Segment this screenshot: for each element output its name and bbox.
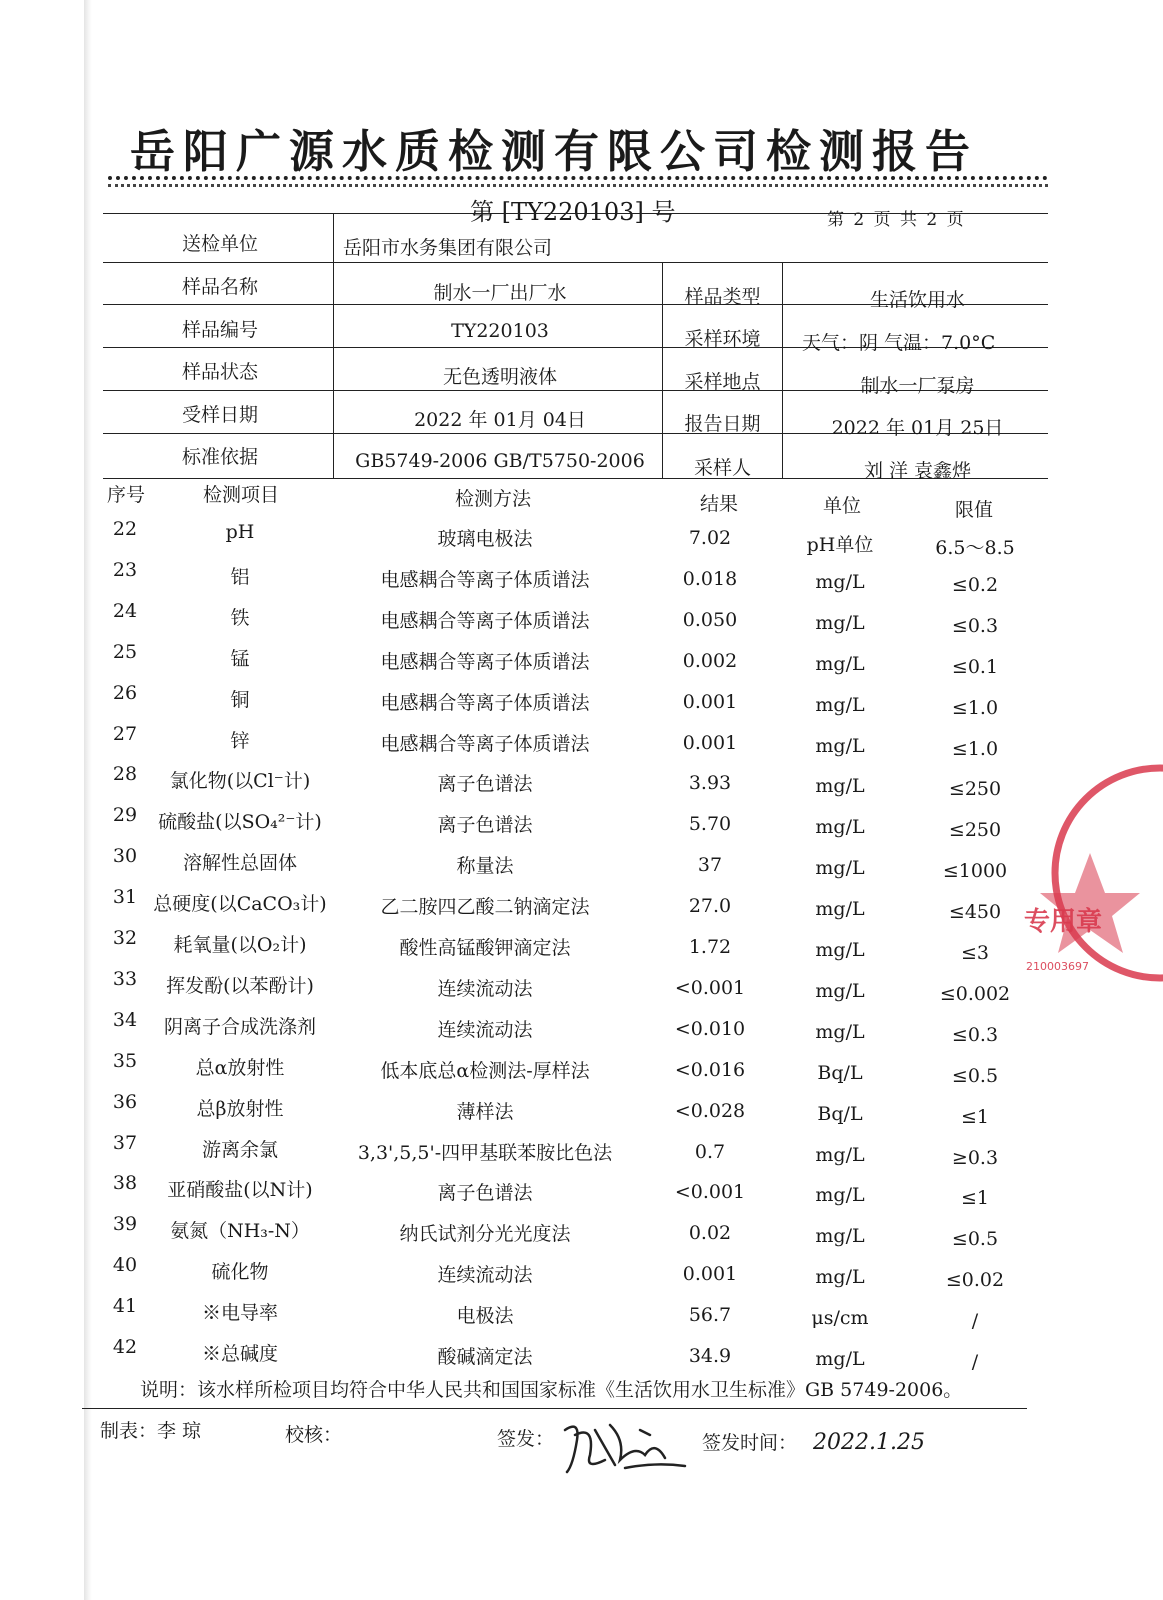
row-no: 38 bbox=[112, 1172, 138, 1195]
row-no: 31 bbox=[112, 886, 138, 909]
table-row bbox=[95, 600, 1055, 640]
sample-name-label: 样品名称 bbox=[181, 276, 258, 298]
table-row bbox=[95, 682, 1055, 722]
row-method: 离子色谱法 bbox=[437, 773, 533, 796]
row-item: 总硬度(以CaCO₃计) bbox=[153, 893, 327, 916]
send-unit-value: 岳阳市水务集团有限公司 bbox=[343, 237, 553, 259]
table-row bbox=[95, 763, 1055, 803]
row-unit: mg/L bbox=[815, 775, 865, 798]
row-no: 39 bbox=[112, 1213, 138, 1236]
row-limit: ≤1.0 bbox=[951, 696, 999, 719]
header-unit: 单位 bbox=[823, 495, 862, 517]
row-item: 铁 bbox=[230, 606, 250, 629]
sample-no-label: 样品编号 bbox=[181, 319, 258, 341]
row-unit: pH单位 bbox=[806, 534, 874, 556]
row-no: 27 bbox=[112, 722, 138, 745]
row-no: 33 bbox=[112, 967, 138, 990]
row-item: 氨氮（NH₃-N） bbox=[170, 1220, 310, 1243]
row-result: 0.018 bbox=[682, 567, 738, 590]
state-label: 样品状态 bbox=[181, 361, 258, 383]
recv-date-label: 受样日期 bbox=[181, 404, 258, 426]
row-method: 薄样法 bbox=[456, 1100, 514, 1123]
row-limit: ≤1000 bbox=[942, 860, 1008, 883]
row-unit: mg/L bbox=[815, 1184, 865, 1207]
row-method: 电感耦合等离子体质谱法 bbox=[380, 732, 590, 755]
row-no: 40 bbox=[112, 1254, 138, 1277]
row-limit: ≤0.3 bbox=[951, 614, 999, 637]
row-method: 离子色谱法 bbox=[437, 1182, 533, 1205]
row-no: 37 bbox=[112, 1131, 138, 1154]
info-rule-top bbox=[103, 213, 1048, 214]
row-limit: ≤450 bbox=[948, 901, 1002, 924]
row-method: 电感耦合等离子体质谱法 bbox=[380, 568, 590, 591]
header-method: 检测方法 bbox=[455, 488, 532, 510]
sampler-value: 刘 洋 袁鑫烨 bbox=[863, 460, 972, 482]
table-row bbox=[95, 927, 1055, 967]
row-limit: ≤250 bbox=[948, 819, 1002, 842]
seal-text: 专用章 bbox=[1024, 907, 1103, 937]
table-row bbox=[95, 1091, 1055, 1131]
row-result: <0.016 bbox=[674, 1058, 746, 1081]
row-no: 22 bbox=[112, 518, 138, 540]
row-result: 0.001 bbox=[682, 1263, 738, 1286]
report-number: 第 [TY220103] 号 bbox=[470, 198, 676, 226]
row-method: 玻璃电极法 bbox=[437, 528, 533, 550]
row-method: 酸碱滴定法 bbox=[437, 1346, 533, 1368]
row-unit: mg/L bbox=[815, 570, 865, 593]
row-item: 硫化物 bbox=[211, 1261, 269, 1284]
page-binding-shadow bbox=[84, 0, 92, 1600]
official-seal bbox=[1020, 758, 1163, 988]
row-unit: Bq/L bbox=[817, 1102, 863, 1125]
row-result: 56.7 bbox=[688, 1304, 732, 1327]
row-result: 5.70 bbox=[688, 813, 732, 836]
row-method: 电感耦合等离子体质谱法 bbox=[380, 609, 590, 632]
table-row bbox=[95, 804, 1055, 844]
row-no: 36 bbox=[112, 1090, 138, 1113]
issuer-signature bbox=[555, 1410, 695, 1480]
row-unit: mg/L bbox=[815, 979, 865, 1002]
conclusion-note: 说明：该水样所检项目均符合中华人民共和国国家标准《生活饮用水卫生标准》GB 5749-2006。 bbox=[140, 1379, 963, 1401]
row-result: 0.7 bbox=[694, 1140, 726, 1163]
row-no: 42 bbox=[112, 1336, 138, 1358]
row-limit: / bbox=[971, 1351, 979, 1373]
row-unit: μs/cm bbox=[811, 1307, 869, 1330]
row-no: 23 bbox=[112, 558, 138, 581]
row-no: 32 bbox=[112, 927, 138, 949]
row-unit: mg/L bbox=[815, 652, 865, 675]
row-limit: ≤0.5 bbox=[951, 1064, 999, 1087]
location-label: 采样地点 bbox=[684, 371, 761, 393]
row-method: 电感耦合等离子体质谱法 bbox=[380, 691, 590, 714]
row-item: 亚硝酸盐(以N计) bbox=[167, 1179, 313, 1202]
row-result: 37 bbox=[697, 854, 723, 877]
row-method: 离子色谱法 bbox=[437, 814, 533, 837]
row-method: 纳氏试剂分光光度法 bbox=[399, 1223, 571, 1246]
title-dotted-rule-2 bbox=[108, 184, 1048, 187]
row-method: 连续流动法 bbox=[437, 1018, 533, 1041]
row-method: 乙二胺四乙酸二钠滴定法 bbox=[380, 896, 590, 919]
row-limit: ≤0.3 bbox=[951, 1023, 999, 1046]
prepared-by: 制表：李 琼 bbox=[100, 1420, 202, 1442]
report-date-value: 2022 年 01月 25日 bbox=[831, 417, 1004, 439]
row-limit: ≤1 bbox=[960, 1187, 989, 1210]
row-result: 0.001 bbox=[682, 690, 738, 713]
table-row bbox=[95, 1009, 1055, 1049]
sampler-label: 采样人 bbox=[693, 457, 751, 479]
row-limit: ≤0.2 bbox=[951, 573, 999, 596]
row-no: 26 bbox=[112, 681, 138, 704]
row-limit: ≤250 bbox=[948, 778, 1002, 801]
row-result: 7.02 bbox=[688, 527, 732, 549]
header-limit: 限值 bbox=[955, 499, 994, 521]
row-no: 28 bbox=[112, 763, 138, 786]
standard-label: 标准依据 bbox=[181, 446, 258, 468]
table-row bbox=[95, 1295, 1055, 1335]
row-limit: / bbox=[971, 1310, 979, 1333]
standard-value: GB5749-2006 GB/T5750-2006 bbox=[355, 450, 645, 472]
row-item: 铜 bbox=[230, 688, 250, 711]
row-item: 锌 bbox=[230, 729, 250, 752]
row-no: 30 bbox=[112, 845, 138, 868]
table-row bbox=[95, 845, 1055, 885]
location-value: 制水一厂泵房 bbox=[860, 375, 975, 397]
table-row bbox=[95, 1336, 1055, 1376]
row-item: 溶解性总固体 bbox=[182, 852, 297, 875]
recv-date-value: 2022 年 01月 04日 bbox=[414, 409, 586, 431]
sample-type-value: 生活饮用水 bbox=[869, 289, 965, 311]
info-rule-1 bbox=[103, 262, 1048, 263]
report-title: 岳阳广源水质检测有限公司检测报告 bbox=[130, 125, 979, 178]
row-item: ※电导率 bbox=[201, 1302, 278, 1325]
row-item: 挥发酚(以苯酚计) bbox=[166, 974, 314, 997]
row-method: 连续流动法 bbox=[437, 977, 533, 1000]
row-limit: ≤0.1 bbox=[951, 655, 999, 678]
row-result: 0.002 bbox=[682, 649, 738, 672]
info-divider-3 bbox=[782, 262, 783, 478]
report-date-label: 报告日期 bbox=[684, 413, 761, 435]
issue-time-value: 2022.1.25 bbox=[813, 1430, 925, 1455]
issued-by-label: 签发： bbox=[497, 1428, 555, 1450]
row-limit: ≤1.0 bbox=[951, 737, 999, 760]
row-result: 0.02 bbox=[688, 1222, 732, 1245]
seal-number: 210003697 bbox=[1026, 960, 1089, 973]
row-unit: mg/L bbox=[815, 898, 865, 921]
row-result: <0.028 bbox=[674, 1099, 746, 1122]
env-value: 天气：阴 气温：7.0°C bbox=[802, 332, 996, 354]
row-unit: mg/L bbox=[815, 611, 865, 634]
state-value: 无色透明液体 bbox=[442, 366, 557, 388]
header-item: 检测项目 bbox=[203, 484, 280, 506]
row-no: 25 bbox=[112, 640, 138, 663]
row-no: 35 bbox=[112, 1049, 138, 1072]
info-divider-2 bbox=[662, 262, 663, 478]
env-label: 采样环境 bbox=[684, 328, 761, 350]
row-unit: mg/L bbox=[815, 734, 865, 757]
row-unit: mg/L bbox=[815, 939, 865, 961]
row-method: 连续流动法 bbox=[437, 1264, 533, 1287]
row-unit: Bq/L bbox=[817, 1061, 863, 1084]
row-limit: 6.5～8.5 bbox=[935, 537, 1015, 559]
sample-no-value: TY220103 bbox=[451, 320, 549, 342]
row-result: 0.001 bbox=[682, 731, 738, 754]
row-item: 阴离子合成洗涤剂 bbox=[163, 1015, 316, 1038]
table-row bbox=[95, 968, 1055, 1008]
row-item: 硫酸盐(以SO₄²⁻计) bbox=[158, 811, 322, 834]
header-result: 结果 bbox=[700, 493, 739, 515]
row-limit: ≤0.5 bbox=[951, 1228, 999, 1251]
row-item: 总β放射性 bbox=[196, 1097, 284, 1120]
row-result: 1.72 bbox=[688, 936, 732, 958]
row-unit: mg/L bbox=[815, 857, 865, 880]
table-row bbox=[95, 518, 1055, 558]
row-method: 3,3',5,5'-四甲基联苯胺比色法 bbox=[357, 1141, 613, 1164]
row-item: 氯化物(以Cl⁻计) bbox=[169, 770, 311, 793]
sample-type-label: 样品类型 bbox=[684, 286, 761, 308]
table-row bbox=[95, 886, 1055, 926]
row-method: 低本底总α检测法-厚样法 bbox=[380, 1059, 590, 1082]
header-no: 序号 bbox=[107, 484, 146, 506]
row-item: 锰 bbox=[230, 647, 250, 670]
row-result: <0.001 bbox=[674, 1181, 746, 1204]
row-limit: ≤1 bbox=[960, 1105, 989, 1128]
row-item: pH bbox=[225, 521, 255, 543]
row-method: 电感耦合等离子体质谱法 bbox=[380, 650, 590, 673]
row-result: <0.001 bbox=[674, 976, 746, 999]
row-unit: mg/L bbox=[815, 1348, 865, 1370]
send-unit-label: 送检单位 bbox=[181, 233, 258, 255]
table-row bbox=[95, 641, 1055, 681]
table-row bbox=[95, 1213, 1055, 1253]
row-item: 总α放射性 bbox=[195, 1056, 285, 1079]
row-result: 3.93 bbox=[688, 772, 732, 795]
row-method: 电极法 bbox=[456, 1305, 514, 1328]
table-row bbox=[95, 1254, 1055, 1294]
row-method: 酸性高锰酸钾滴定法 bbox=[399, 937, 571, 959]
row-item: ※总碱度 bbox=[201, 1343, 278, 1365]
row-unit: mg/L bbox=[815, 1266, 865, 1289]
row-unit: mg/L bbox=[815, 1020, 865, 1043]
table-row bbox=[95, 1172, 1055, 1212]
table-row bbox=[95, 1050, 1055, 1090]
row-item: 耗氧量(以O₂计) bbox=[173, 934, 307, 956]
row-method: 称量法 bbox=[456, 855, 514, 878]
row-item: 铝 bbox=[230, 565, 250, 588]
row-result: 0.050 bbox=[682, 608, 738, 631]
row-no: 29 bbox=[112, 804, 138, 827]
row-no: 41 bbox=[112, 1295, 138, 1318]
row-result: 27.0 bbox=[688, 895, 732, 918]
row-limit: ≥0.3 bbox=[951, 1146, 999, 1169]
checked-by: 校核： bbox=[285, 1424, 343, 1446]
info-divider-1 bbox=[333, 213, 334, 478]
table-row bbox=[95, 1132, 1055, 1172]
row-limit: ≤0.002 bbox=[939, 982, 1011, 1005]
page-indicator: 第 2 页 共 2 页 bbox=[827, 210, 966, 230]
table-row bbox=[95, 559, 1055, 599]
issue-time-label: 签发时间： bbox=[702, 1432, 798, 1454]
row-item: 游离余氯 bbox=[201, 1138, 278, 1161]
row-limit: ≤3 bbox=[960, 942, 989, 964]
sample-name-value: 制水一厂出厂水 bbox=[433, 282, 567, 304]
row-unit: mg/L bbox=[815, 1225, 865, 1248]
row-result: 34.9 bbox=[688, 1345, 732, 1367]
row-limit: ≤0.02 bbox=[945, 1269, 1005, 1292]
row-unit: mg/L bbox=[815, 693, 865, 716]
title-dotted-rule bbox=[108, 176, 1048, 180]
row-unit: mg/L bbox=[815, 1143, 865, 1166]
row-no: 34 bbox=[112, 1008, 138, 1031]
row-unit: mg/L bbox=[815, 816, 865, 839]
table-row bbox=[95, 723, 1055, 763]
row-no: 24 bbox=[112, 599, 138, 622]
row-result: <0.010 bbox=[674, 1017, 746, 1040]
footer-rule bbox=[82, 1408, 1027, 1409]
